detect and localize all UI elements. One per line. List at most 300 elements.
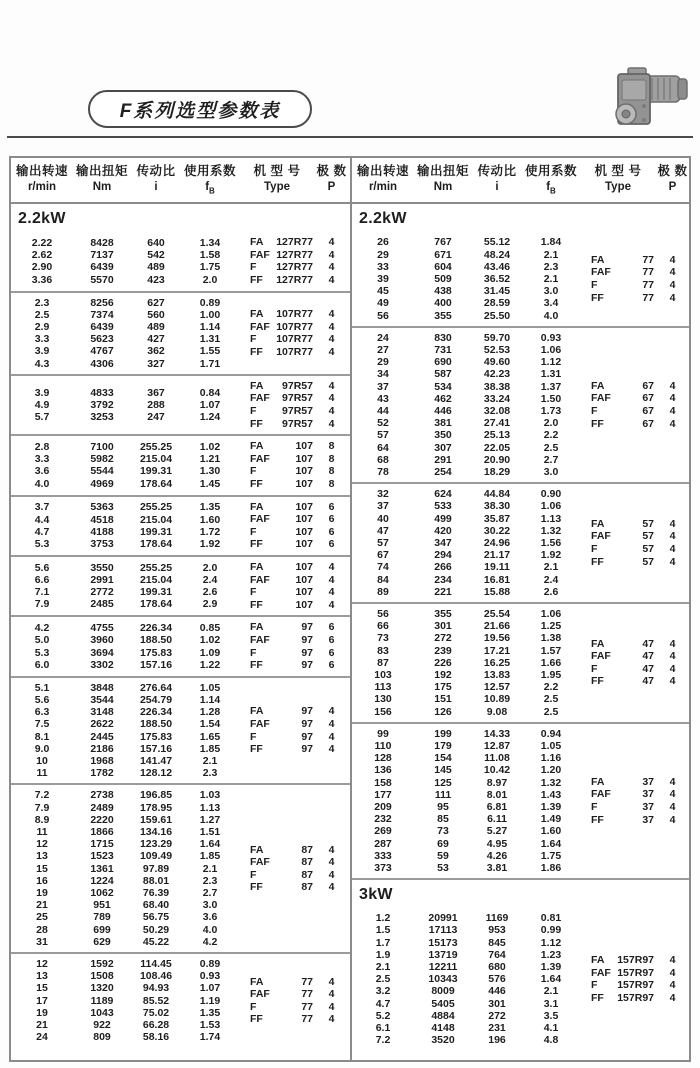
parameter-block [11, 374, 350, 434]
cell-ratio: 10.89 [483, 693, 511, 706]
type-row [239, 261, 348, 274]
cell-pole-count: 4 [669, 954, 676, 967]
data-row [352, 764, 580, 776]
cell-output-torque: 234 [434, 573, 452, 586]
cell-pole-count: 4 [328, 417, 335, 430]
cell-output-speed: 7.2 [375, 1034, 391, 1047]
cell-service-factor: 1.25 [540, 620, 562, 633]
cell-service-factor: 1.02 [199, 634, 221, 647]
cell-output-torque: 301 [434, 620, 452, 633]
cell-output-torque: 438 [434, 285, 452, 298]
model-type-prefix: FA [250, 705, 264, 718]
cell-output-speed: 6.0 [34, 658, 50, 671]
cell-pole-count: 8 [328, 440, 335, 453]
cell-service-factor: 1.14 [199, 321, 221, 334]
cell-output-speed: 45 [377, 285, 389, 298]
cell-ratio: 24.96 [483, 536, 511, 549]
cell-model-type [580, 650, 656, 663]
cell-pole-count: 4 [328, 248, 335, 261]
cell-service-factor: 0.94 [540, 727, 562, 740]
parameter-block [352, 602, 689, 722]
type-row [580, 543, 689, 556]
cell-ratio: 55.12 [483, 236, 511, 249]
cell-output-torque: 3753 [90, 538, 114, 551]
cell-output-torque: 6439 [90, 261, 114, 274]
cell-output-speed: 16 [36, 874, 48, 887]
type-row [580, 814, 689, 827]
cell-header-service-factor-unit [522, 180, 580, 198]
cell-ratio: 76.39 [142, 887, 170, 900]
model-type-code: 37 [642, 775, 654, 788]
cell-ratio: 680 [488, 961, 506, 974]
model-type-code: 87 [301, 843, 313, 856]
cell-service-factor: 1.43 [540, 788, 562, 801]
cell-ratio: 85.52 [142, 994, 170, 1007]
data-row [352, 862, 580, 874]
cell-output-torque: 1043 [90, 1006, 114, 1019]
cell-pole-count: 4 [328, 743, 335, 756]
cell-service-factor: 0.99 [540, 924, 562, 937]
cell-pole-count: 4 [328, 236, 335, 249]
cell-service-factor: 1.85 [199, 742, 221, 755]
cell-output-speed: 33 [377, 260, 389, 273]
data-row [11, 694, 239, 706]
type-row [239, 478, 348, 491]
data-row [352, 525, 580, 537]
model-type-prefix: FAF [591, 650, 611, 663]
cell-model-type [580, 663, 656, 676]
cell-pole-count: 4 [669, 991, 676, 1004]
cell-output-speed: 9.0 [34, 742, 50, 755]
cell-service-factor: 1.21 [199, 453, 221, 466]
cell-output-speed: 4.4 [34, 513, 50, 526]
cell-service-factor: 1.13 [540, 512, 562, 525]
cell-header-output-torque-unit: Nm [433, 181, 453, 193]
cell-ratio: 272 [488, 1009, 506, 1022]
data-row [11, 562, 239, 574]
model-type-code: 57 [642, 530, 654, 543]
cell-header-service-factor-unit [181, 180, 239, 198]
model-type-prefix: FA [250, 975, 264, 988]
cell-service-factor: 1.49 [540, 813, 562, 826]
cell-service-factor: 4.2 [202, 935, 218, 948]
cell-ratio: 59.70 [483, 331, 511, 344]
cell-service-factor: 1.39 [540, 801, 562, 814]
cell-output-speed: 25 [36, 911, 48, 924]
cell-ratio: 15.88 [483, 585, 511, 598]
model-type-code: 107 [295, 573, 313, 586]
cell-output-speed: 7.2 [34, 789, 50, 802]
model-type-prefix: FAF [591, 966, 611, 979]
cell-service-factor: 2.5 [543, 441, 559, 454]
cell-output-speed: 2.8 [34, 441, 50, 454]
cell-output-torque: 13719 [428, 948, 458, 961]
cell-pole-count: 4 [328, 843, 335, 856]
cell-output-speed: 52 [377, 417, 389, 430]
cell-output-torque: 789 [93, 911, 111, 924]
cell-model-type [239, 321, 315, 334]
cell-output-torque: 699 [93, 923, 111, 936]
cell-service-factor: 4.1 [543, 1022, 559, 1035]
cell-model-type [239, 440, 315, 453]
type-row [239, 1013, 348, 1026]
type-row [239, 440, 348, 453]
data-row [352, 273, 580, 285]
cell-service-factor: 2.9 [202, 598, 218, 611]
cell-service-factor: 1.31 [540, 368, 562, 381]
cell-ratio: 17.21 [483, 644, 511, 657]
cell-service-factor: 1.74 [199, 1031, 221, 1044]
cell-service-factor: 3.0 [202, 899, 218, 912]
cell-output-speed: 83 [377, 644, 389, 657]
cell-model-type [239, 405, 315, 418]
cell-output-speed: 3.2 [375, 985, 391, 998]
parameter-block [11, 434, 350, 494]
cell-ratio: 178.95 [139, 801, 173, 814]
model-type-prefix: FF [250, 478, 263, 491]
cell-header-service-factor [522, 163, 580, 198]
cell-output-speed: 1.7 [375, 936, 391, 949]
type-row [580, 392, 689, 405]
cell-header-output-speed [352, 163, 414, 198]
cell-header-ratio [131, 163, 181, 198]
cell-output-torque: 1968 [90, 754, 114, 767]
data-row [11, 1019, 239, 1031]
cell-output-speed: 4.7 [34, 525, 50, 538]
section-blocks [11, 232, 350, 1047]
cell-header-output-torque-cn: 输出扭矩 [416, 164, 469, 178]
data-row [352, 297, 580, 309]
cell-output-speed: 32 [377, 488, 389, 501]
parameter-block [11, 291, 350, 374]
data-row [352, 620, 580, 632]
model-type-code: 107R77 [276, 308, 313, 321]
cell-service-factor: 2.1 [543, 985, 559, 998]
model-type-prefix: FAF [250, 248, 270, 261]
model-type-prefix: FF [250, 417, 263, 430]
parameter-block [352, 722, 689, 878]
cell-ratio: 141.47 [139, 754, 173, 767]
type-row [239, 561, 348, 574]
model-type-prefix: FAF [250, 320, 270, 333]
cell-ratio: 45.22 [142, 935, 170, 948]
model-type-code: 97 [301, 633, 313, 646]
data-row [11, 465, 239, 477]
cell-service-factor: 2.0 [202, 561, 218, 574]
type-rows [580, 380, 689, 430]
cell-service-factor: 2.1 [543, 272, 559, 285]
cell-ratio: 845 [488, 936, 506, 949]
data-row [11, 622, 239, 634]
cell-ratio: 25.54 [483, 607, 511, 620]
model-type-code: 37 [642, 813, 654, 826]
cell-output-speed: 2.3 [34, 296, 50, 309]
model-type-code: 57 [642, 517, 654, 530]
cell-model-type [580, 979, 656, 992]
cell-service-factor: 1.84 [540, 236, 562, 249]
cell-service-factor: 1.60 [199, 513, 221, 526]
cell-service-factor: 1.09 [199, 646, 221, 659]
data-row [11, 598, 239, 610]
cell-service-factor: 2.7 [202, 887, 218, 900]
cell-output-torque: 12211 [428, 961, 458, 974]
cell-ratio: 56.75 [142, 911, 170, 924]
model-type-prefix: FF [591, 555, 604, 568]
cell-output-speed: 232 [374, 813, 392, 826]
cell-output-torque: 3253 [90, 411, 114, 424]
cell-service-factor: 1.24 [199, 411, 221, 424]
data-row [11, 321, 239, 333]
type-row [239, 465, 348, 478]
cell-ratio: 199.31 [139, 586, 173, 599]
cell-pole-count: 4 [669, 279, 676, 291]
cell-pole-count: 4 [328, 975, 335, 988]
data-row [11, 411, 239, 423]
power-section-label: 2.2kW [359, 210, 407, 228]
data-row [11, 478, 239, 490]
type-row [239, 743, 348, 756]
cell-ratio: 159.61 [139, 813, 173, 826]
cell-output-torque: 3792 [90, 398, 114, 411]
cell-ratio: 35.87 [483, 512, 511, 525]
cell-service-factor: 1.45 [199, 477, 221, 490]
cell-header-type-unit: Type [605, 181, 631, 193]
cell-service-factor: 3.1 [543, 997, 559, 1010]
data-row [352, 417, 580, 429]
cell-service-factor: 3.5 [543, 1009, 559, 1022]
cell-pole-count: 6 [328, 621, 335, 634]
cell-service-factor: 1.06 [540, 343, 562, 356]
model-type-prefix: F [591, 979, 598, 992]
cell-service-factor: 0.81 [540, 912, 562, 925]
data-rows [352, 728, 580, 874]
cell-output-torque: 1361 [90, 862, 114, 875]
cell-pole-count: 6 [328, 538, 335, 551]
data-row [11, 789, 239, 801]
cell-service-factor: 2.0 [202, 273, 218, 286]
type-row [580, 992, 689, 1005]
cell-model-type [239, 392, 315, 405]
model-type-code: 107 [295, 513, 313, 526]
cell-output-speed: 5.2 [375, 1009, 391, 1022]
data-row [352, 825, 580, 837]
service-factor-subscript: B [209, 186, 215, 196]
cell-header-output-speed-unit: r/min [27, 181, 57, 193]
cell-service-factor: 1.12 [540, 356, 562, 369]
model-type-code: 127R77 [276, 261, 313, 274]
cell-output-torque: 272 [434, 632, 452, 645]
cell-output-speed: 15 [36, 862, 48, 875]
data-row [352, 574, 580, 586]
cell-output-torque: 7374 [90, 308, 114, 321]
cell-ratio: 764 [488, 948, 506, 961]
data-row [11, 802, 239, 814]
model-type-code: 107 [295, 561, 313, 574]
cell-pole-count: 4 [669, 801, 676, 814]
model-type-prefix: F [250, 1000, 257, 1013]
data-rows [352, 608, 580, 718]
cell-model-type [580, 543, 656, 556]
cell-output-speed: 31 [36, 935, 48, 948]
cell-output-speed: 29 [377, 248, 389, 261]
cell-service-factor: 2.2 [543, 681, 559, 694]
cell-output-torque: 5405 [431, 997, 455, 1010]
cell-output-speed: 7.9 [34, 598, 50, 611]
data-rows [11, 387, 239, 424]
parameter-block [11, 555, 350, 615]
cell-service-factor: 1.75 [540, 849, 562, 862]
cell-ratio: 188.50 [139, 634, 173, 647]
cell-service-factor: 1.53 [199, 1019, 221, 1032]
data-row [11, 899, 239, 911]
cell-model-type [239, 308, 315, 321]
cell-pole-count: 4 [669, 517, 676, 530]
type-rows [239, 705, 348, 755]
cell-output-speed: 2.22 [31, 237, 53, 250]
model-type-prefix: F [591, 801, 598, 814]
cell-output-speed: 17 [36, 994, 48, 1007]
data-rows [11, 682, 239, 780]
page-title-text: F系列选型参数表 [119, 100, 281, 122]
cell-header-output-torque-cn: 输出扭矩 [75, 164, 128, 178]
cell-header-type-cn: 机 型 号 [594, 164, 642, 178]
cell-header-poles-unit: P [327, 181, 336, 193]
cell-output-speed: 7.9 [34, 801, 50, 814]
cell-output-speed: 4.3 [34, 357, 50, 370]
type-row [239, 321, 348, 334]
cell-model-type [580, 788, 656, 801]
cell-service-factor: 1.07 [199, 398, 221, 411]
model-type-prefix: F [250, 525, 257, 538]
data-row [352, 1010, 580, 1022]
cell-output-torque: 2186 [90, 742, 114, 755]
cell-ratio: 9.08 [486, 705, 508, 718]
cell-output-torque: 95 [437, 801, 449, 814]
cell-service-factor: 2.3 [202, 767, 218, 780]
cell-output-torque: 347 [434, 536, 452, 549]
cell-service-factor: 3.0 [543, 465, 559, 478]
cell-output-torque: 690 [434, 356, 452, 369]
parameter-block [11, 783, 350, 952]
cell-output-torque: 4969 [90, 477, 114, 490]
cell-model-type [239, 621, 315, 634]
cell-service-factor: 1.05 [540, 740, 562, 753]
cell-service-factor: 1.92 [540, 549, 562, 562]
table-body-right [352, 204, 689, 1050]
cell-model-type [239, 856, 315, 869]
cell-pole-count: 6 [328, 500, 335, 513]
type-row [239, 731, 348, 744]
cell-output-speed: 27 [377, 343, 389, 356]
model-type-code: 97R57 [282, 405, 313, 418]
data-rows [352, 236, 580, 321]
type-row [580, 254, 689, 267]
model-type-code: 37 [642, 788, 654, 801]
service-factor-symbol: f [205, 181, 210, 193]
cell-service-factor: 1.71 [199, 357, 221, 370]
model-type-code: 127R77 [276, 236, 313, 249]
cell-pole-count: 8 [328, 465, 335, 478]
cell-service-factor: 1.30 [199, 465, 221, 478]
cell-output-torque: 3520 [431, 1034, 455, 1047]
cell-service-factor: 1.64 [540, 837, 562, 850]
data-row [352, 645, 580, 657]
type-rows [580, 254, 689, 304]
data-row [352, 949, 580, 961]
cell-output-speed: 13 [36, 850, 48, 863]
model-type-prefix: FA [591, 379, 605, 392]
cell-ratio: 58.16 [142, 1031, 170, 1044]
model-type-prefix: F [250, 333, 257, 346]
cell-ratio: 123.29 [139, 838, 173, 851]
cell-pole-count: 4 [328, 598, 335, 611]
cell-output-torque: 199 [434, 727, 452, 740]
cell-ratio: 28.59 [483, 297, 511, 310]
model-type-code: 97 [301, 621, 313, 634]
cell-output-torque: 420 [434, 524, 452, 537]
cell-output-speed: 6.6 [34, 574, 50, 586]
cell-output-speed: 10 [36, 754, 48, 767]
cell-ratio: 36.52 [483, 272, 511, 285]
model-type-prefix: FA [250, 440, 264, 453]
cell-output-speed: 5.6 [34, 693, 50, 706]
cell-output-speed: 26 [377, 236, 389, 249]
cell-service-factor: 1.54 [199, 718, 221, 731]
model-type-code: 127R77 [276, 274, 313, 287]
data-row [352, 789, 580, 801]
data-row [11, 731, 239, 743]
type-row [239, 453, 348, 466]
cell-output-speed: 64 [377, 441, 389, 454]
column-header-left [11, 158, 350, 204]
data-row [11, 538, 239, 550]
cell-pole-count: 4 [328, 586, 335, 599]
cell-model-type [580, 675, 656, 688]
data-row [352, 381, 580, 393]
cell-service-factor: 1.35 [199, 1006, 221, 1019]
data-row [11, 274, 239, 286]
cell-ratio: 128.12 [139, 767, 173, 780]
type-row [580, 663, 689, 676]
cell-output-torque: 1782 [90, 767, 114, 780]
cell-service-factor: 2.1 [543, 561, 559, 574]
cell-service-factor: 2.2 [543, 429, 559, 442]
cell-output-speed: 113 [374, 681, 392, 694]
cell-output-speed: 3.9 [34, 386, 50, 399]
cell-output-speed: 34 [377, 368, 389, 381]
model-type-prefix: FA [591, 253, 605, 266]
power-section-label: 3kW [359, 886, 393, 904]
type-row [239, 308, 348, 321]
model-type-prefix: FA [250, 843, 264, 856]
cell-ratio: 25.13 [483, 429, 511, 442]
model-type-code: 97 [301, 646, 313, 659]
model-type-code: 107 [295, 525, 313, 538]
cell-ratio: 75.02 [142, 1006, 170, 1019]
cell-model-type [239, 478, 315, 491]
cell-output-torque: 4755 [90, 622, 114, 635]
cell-service-factor: 0.93 [540, 331, 562, 344]
cell-service-factor: 1.00 [199, 308, 221, 321]
cell-output-torque: 1866 [90, 826, 114, 838]
cell-model-type [580, 814, 656, 827]
cell-model-type [239, 513, 315, 526]
cell-model-type [580, 392, 656, 405]
cell-output-speed: 2.90 [31, 261, 53, 274]
data-row [352, 488, 580, 500]
power-section-label: 2.2kW [18, 210, 66, 228]
cell-output-torque: 53 [437, 862, 449, 875]
